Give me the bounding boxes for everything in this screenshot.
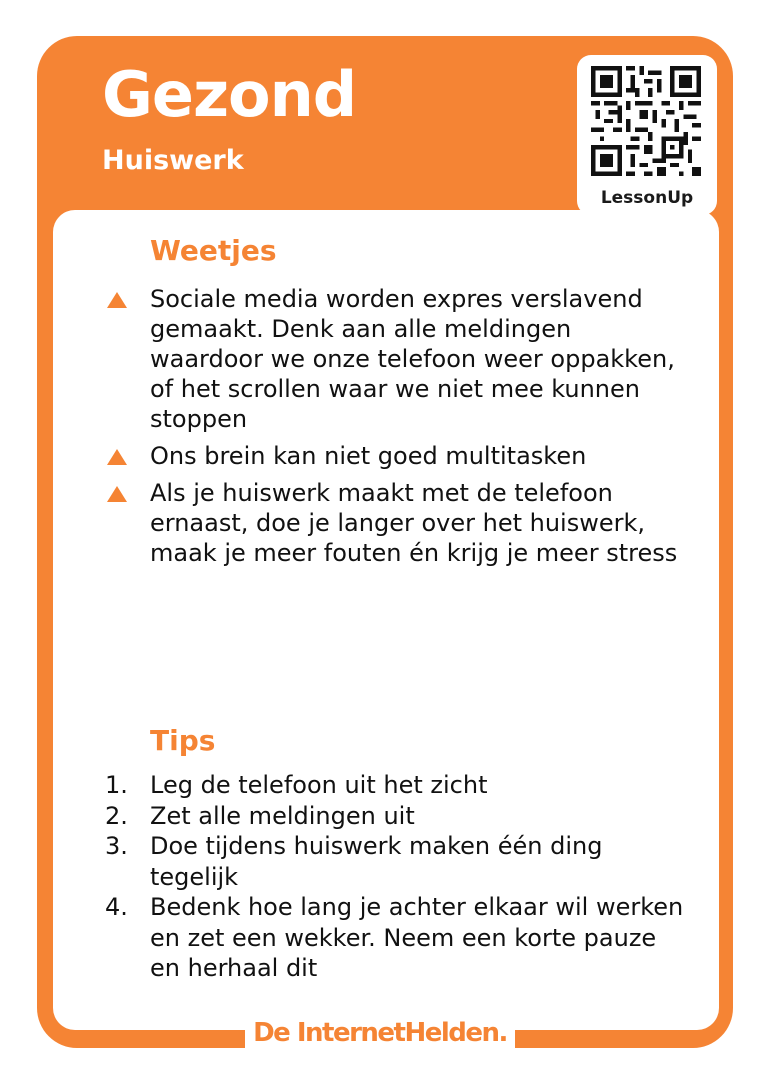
list-item <box>105 831 685 892</box>
qr-label: LessonUp <box>600 188 694 208</box>
weetjes-title: Weetjes <box>150 234 277 267</box>
list-item <box>105 801 685 832</box>
triangle-bullet-icon <box>107 486 127 502</box>
triangle-bullet-icon <box>107 292 127 308</box>
qr-code-icon[interactable] <box>591 66 701 176</box>
weetjes-list <box>105 284 685 575</box>
page-subtitle: Huiswerk <box>102 145 244 176</box>
list-item <box>105 284 685 434</box>
list-item <box>105 441 685 471</box>
page-title: Gezond <box>102 58 357 131</box>
list-item-text: Doe tijdens huiswerk maken één ding tegelijk <box>150 832 603 891</box>
list-item <box>105 770 685 801</box>
list-number: 3. <box>105 832 128 860</box>
list-item-text: Leg de telefoon uit het zicht <box>150 771 488 799</box>
tips-list <box>105 770 685 984</box>
list-item-text: Sociale media worden expres verslavend gemaakt. Denk aan alle meldingen waardoor we onze telefoon weer oppakken, of het scrollen waar we niet mee kunnen stoppen <box>150 285 675 433</box>
list-item-text: Als je huiswerk maakt met de telefoon ernaast, doe je langer over het huiswerk, maak je meer fouten én krijg je meer stress <box>150 479 678 567</box>
tips-title: Tips <box>150 724 216 757</box>
list-item-text: Zet alle meldingen uit <box>150 801 415 830</box>
list-number: 4. <box>105 893 128 921</box>
list-item <box>105 892 685 984</box>
qr-panel[interactable] <box>577 55 717 215</box>
list-item <box>105 478 685 568</box>
list-number: 1. <box>105 771 128 799</box>
brand-logo: De InternetHelden. <box>245 1015 515 1051</box>
list-item-text: Bedenk hoe lang je achter elkaar wil werken en zet een wekker. Neem een korte pauze en herhaal dit <box>150 893 684 982</box>
triangle-bullet-icon <box>107 449 127 465</box>
list-item-text: Ons brein kan niet goed multitasken <box>150 442 587 470</box>
list-number: 2. <box>105 801 128 830</box>
